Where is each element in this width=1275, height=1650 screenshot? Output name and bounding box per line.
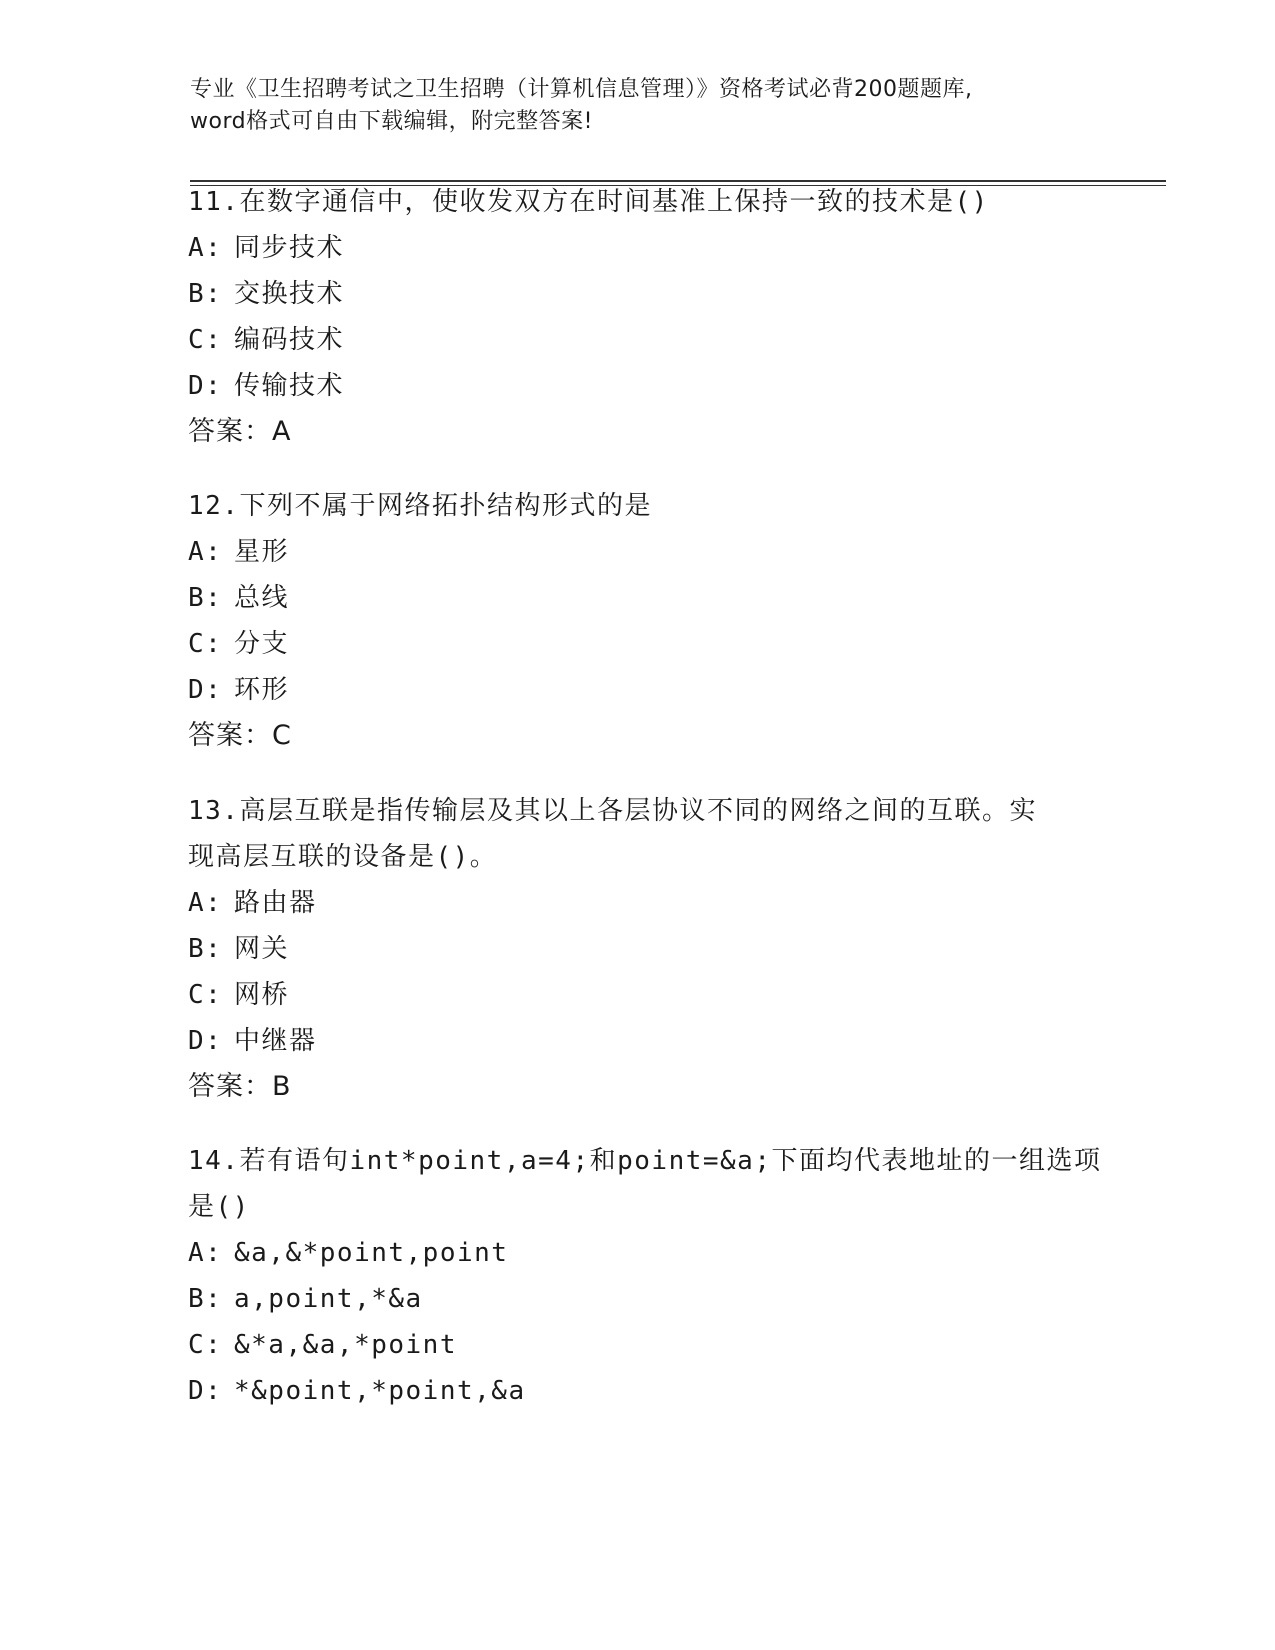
option-letter: D: — [188, 1376, 223, 1406]
question-text-line-2: 是() — [188, 1192, 250, 1222]
question-text: 12.下列不属于网络拓扑结构形式的是 — [188, 491, 652, 521]
option-letter: B: — [188, 934, 223, 964]
option-text: 分支 — [234, 629, 290, 659]
header-line-2: word格式可自由下载编辑，附完整答案! — [190, 109, 593, 134]
question-text-line-1: 13.高层互联是指传输层及其以上各层协议不同的网络之间的互联。实 — [188, 796, 1037, 826]
option-d — [188, 667, 1088, 713]
document-header — [190, 74, 1090, 138]
option-letter: B: — [188, 583, 223, 613]
option-text: 同步技术 — [234, 233, 345, 263]
option-text: 总线 — [234, 583, 290, 613]
option-text: 路由器 — [234, 888, 317, 918]
option-text: &*a,&a,*point — [234, 1330, 457, 1360]
option-letter: A: — [188, 537, 223, 567]
option-letter: C: — [188, 1330, 223, 1360]
option-letter: B: — [188, 279, 223, 309]
question-13 — [188, 788, 1088, 1110]
option-b — [188, 575, 1088, 621]
option-text: 传输技术 — [234, 371, 345, 401]
question-text-line-1: 14.若有语句int*point,a=4;和point=&a;下面均代表地址的一组选项 — [188, 1146, 1102, 1176]
option-text: 网关 — [234, 934, 290, 964]
question-text: 11.在数字通信中，使收发双方在时间基准上保持一致的技术是() — [188, 187, 989, 217]
option-letter: D: — [188, 371, 223, 401]
question-14 — [188, 1138, 1102, 1414]
option-b — [188, 926, 1088, 972]
answer-label: 答案：A — [188, 416, 292, 447]
header-line-1: 专业《卫生招聘考试之卫生招聘（计算机信息管理）》资格考试必背200题题库, — [190, 77, 973, 102]
option-text: 网桥 — [234, 980, 290, 1010]
option-d — [188, 1018, 1088, 1064]
option-letter: C: — [188, 980, 223, 1010]
option-text: *&point,*point,&a — [234, 1376, 526, 1406]
option-letter: D: — [188, 1026, 223, 1056]
option-a — [188, 225, 1088, 271]
option-d — [188, 1368, 1088, 1414]
option-text: 环形 — [234, 675, 290, 705]
option-c — [188, 317, 1088, 363]
answer-label: 答案：B — [188, 1071, 292, 1102]
option-letter: A: — [188, 1238, 223, 1268]
option-letter: C: — [188, 325, 223, 355]
option-letter: D: — [188, 675, 223, 705]
option-d — [188, 363, 1088, 409]
answer-label: 答案：C — [188, 720, 292, 751]
option-c — [188, 972, 1088, 1018]
option-letter: A: — [188, 888, 223, 918]
option-text: 中继器 — [234, 1026, 317, 1056]
question-11 — [188, 179, 1088, 455]
option-b — [188, 271, 1088, 317]
option-text: a,point,*&a — [234, 1284, 423, 1314]
option-c — [188, 1322, 1088, 1368]
option-letter: B: — [188, 1284, 223, 1314]
option-text: 星形 — [234, 537, 290, 567]
option-text: 交换技术 — [234, 279, 345, 309]
question-12 — [188, 483, 1088, 759]
option-letter: A: — [188, 233, 223, 263]
option-b — [188, 1276, 1088, 1322]
option-text: 编码技术 — [234, 325, 345, 355]
option-a — [188, 1230, 1088, 1276]
option-a — [188, 880, 1088, 926]
option-text: &a,&*point,point — [234, 1238, 509, 1268]
option-letter: C: — [188, 629, 223, 659]
option-a — [188, 529, 1088, 575]
question-text-line-2: 现高层互联的设备是()。 — [188, 842, 498, 872]
option-c — [188, 621, 1088, 667]
